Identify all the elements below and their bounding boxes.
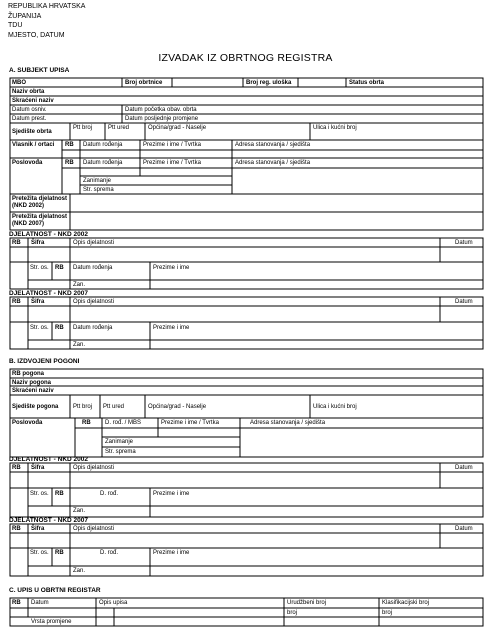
- djelatnost-a-2007-heading: DJELATNOST - NKD 2007: [9, 290, 88, 297]
- section-a-heading: A. SUBJEKT UPISA: [9, 67, 70, 74]
- section-b-heading: B. IZDVOJENI POGONI: [9, 358, 80, 365]
- label-broj-obrtnice: Broj obrtnice: [125, 80, 163, 86]
- label-mbo: MBO: [12, 80, 26, 86]
- label-opcina: Općina/grad - Naselje: [148, 125, 207, 131]
- label-sjediste-obrta: Sjedište obrta: [12, 129, 52, 135]
- label-datum-pocetka: Datum početka obav. obrta: [125, 107, 197, 113]
- header-mjesto-datum: MJESTO, DATUM: [8, 31, 65, 39]
- label-c-vrsta-promjene: Vrsta promjene: [31, 619, 72, 625]
- djelatnost-b-2007-heading: DJELATNOST - NKD 2007: [9, 517, 88, 524]
- label-b-adresa: Adresa stanovanja / sjedišta: [250, 420, 326, 426]
- label-broj-reg-uloska: Broj reg. uloška: [246, 80, 292, 86]
- label-da02-prezime: Prezime i ime: [153, 265, 190, 271]
- header-tdu: TDU: [8, 22, 23, 30]
- label-status-obrta: Status obrta: [349, 80, 385, 86]
- label-poslovoda-adresa: Adresa stanovanja / sjedišta: [235, 160, 311, 166]
- label-c-broj-urudzbeni: broj: [287, 610, 298, 616]
- label-db07-rb2: RB: [55, 550, 64, 556]
- label-b-str-sprema: Str. sprema: [105, 449, 136, 455]
- label-str-sprema: Str. sprema: [83, 187, 114, 193]
- label-da02-zan: Zan.: [73, 282, 86, 288]
- djelatnost-b-2002-heading: DJELATNOST - NKD 2002: [9, 456, 88, 463]
- label-b-d-rod-mbs: D. rođ. / MBS: [105, 420, 142, 426]
- label-db02-str-os: Str. os.: [30, 491, 49, 497]
- label-c-klasifikacijski: Klasifikacijski broj: [382, 600, 430, 606]
- label-da07-rb: RB: [12, 299, 21, 305]
- label-db02-sifra: Šifra: [31, 465, 45, 471]
- label-da02-sifra: Šifra: [31, 240, 45, 246]
- label-db02-rb2: RB: [55, 491, 64, 497]
- label-da02-rb: RB: [12, 240, 21, 246]
- label-db07-str-os: Str. os.: [30, 550, 49, 556]
- label-poslovoda-prezime: Prezime i ime / Tvrtka: [143, 160, 201, 166]
- label-b-ulica: Ulica i kućni broj: [313, 404, 357, 410]
- label-db07-rb: RB: [12, 526, 21, 532]
- label-naziv-pogona: Naziv pogona: [12, 380, 52, 386]
- label-poslovoda: Poslovođa: [12, 160, 43, 166]
- label-da02-opis: Opis djelatnosti: [73, 240, 115, 246]
- label-datum-osniv: Datum osniv.: [12, 107, 47, 113]
- label-db07-sifra: Šifra: [31, 526, 45, 532]
- label-b-opcina: Općina/grad - Naselje: [148, 404, 207, 410]
- label-vlasnik-prezime: Prezime i ime / Tvrtka: [143, 142, 201, 148]
- label-db02-prezime: Prezime i ime: [153, 491, 190, 497]
- label-rb-pogona: RB pogona: [12, 371, 44, 377]
- label-b-poslovoda: Poslovođa: [12, 420, 43, 426]
- label-da02-datum-rodenja: Datum rođenja: [73, 265, 113, 271]
- label-db02-d-rod: D. rođ.: [100, 491, 119, 497]
- label-db02-datum: Datum: [455, 465, 473, 471]
- label-da07-opis: Opis djelatnosti: [73, 299, 115, 305]
- label-b-ptt-broj: Ptt broj: [73, 404, 93, 410]
- label-c-urudzbeni: Urudžbeni broj: [287, 600, 327, 606]
- label-db02-rb: RB: [12, 465, 21, 471]
- label-poslovoda-rb: RB: [65, 160, 74, 166]
- label-da07-sifra: Šifra: [31, 299, 45, 305]
- label-db02-zan: Zan.: [73, 508, 86, 514]
- header-republika: REPUBLIKA HRVATSKA: [8, 3, 86, 10]
- label-da07-str-os: Str. os.: [30, 325, 49, 331]
- label-c-rb: RB: [12, 600, 21, 606]
- label-da07-datum-rodenja: Datum rođenja: [73, 325, 113, 331]
- label-ulica: Ulica i kućni broj: [313, 125, 357, 131]
- label-ptt-broj: Ptt broj: [73, 125, 93, 131]
- label-db02-opis: Opis djelatnosti: [73, 465, 115, 471]
- label-pretezita-2002: Pretežita djelatnost (NKD 2002): [12, 196, 68, 209]
- label-vlasnik-datum-rodenja: Datum rođenja: [83, 142, 123, 148]
- label-datum-prest: Datum prest.: [12, 116, 47, 122]
- label-vlasnik-rb: RB: [65, 142, 74, 148]
- label-naziv-obrta: Naziv obrta: [12, 89, 45, 95]
- label-b-zanimanje: Zanimanje: [105, 439, 134, 445]
- label-c-broj-klasifikacijski: broj: [382, 610, 393, 616]
- label-db07-zan: Zan.: [73, 568, 86, 574]
- label-da02-datum: Datum: [455, 240, 473, 246]
- label-da02-rb2: RB: [55, 265, 64, 271]
- label-db07-prezime: Prezime i ime: [153, 550, 190, 556]
- label-poslovoda-datum-rodenja: Datum rođenja: [83, 160, 123, 166]
- label-db07-datum: Datum: [455, 526, 473, 532]
- label-c-opis-upisa: Opis upisa: [99, 600, 128, 606]
- label-db07-d-rod: D. rođ.: [100, 550, 119, 556]
- label-b-skraceni-naziv: Skraćeni naziv: [12, 388, 54, 394]
- label-da02-str-os: Str. os.: [30, 265, 49, 271]
- djelatnost-a-2002-heading: DJELATNOST - NKD 2002: [9, 231, 88, 238]
- document-title: IZVADAK IZ OBRTNOG REGISTRA: [158, 52, 333, 64]
- label-b-prezime: Prezime i ime / Tvrtka: [161, 420, 219, 426]
- section-c-heading: C. UPIS U OBRTNI REGISTAR: [9, 587, 101, 594]
- label-da07-rb2: RB: [55, 325, 64, 331]
- label-da07-datum: Datum: [455, 299, 473, 305]
- label-pretezita-2007: Pretežita djelatnost (NKD 2007): [12, 214, 68, 227]
- label-db07-opis: Opis djelatnosti: [73, 526, 115, 532]
- label-c-datum: Datum: [31, 600, 49, 606]
- label-b-ptt-ured: Ptt ured: [103, 404, 125, 410]
- label-zanimanje: Zanimanje: [83, 178, 112, 184]
- label-sjediste-pogona: Sjedište pogona: [12, 404, 59, 410]
- label-ptt-ured: Ptt ured: [108, 125, 130, 131]
- label-vlasnik-ortaci: Vlasnik / ortaci: [12, 142, 55, 148]
- label-datum-posljednje: Datum posljednje promjene: [125, 116, 199, 122]
- label-da07-zan: Zan.: [73, 342, 86, 348]
- label-da07-prezime: Prezime i ime: [153, 325, 190, 331]
- label-skraceni-naziv: Skraćeni naziv: [12, 98, 54, 104]
- header-zupanija: ŽUPANIJA: [8, 12, 42, 20]
- label-b-rb: RB: [82, 420, 91, 426]
- label-vlasnik-adresa: Adresa stanovanja / sjedišta: [235, 142, 311, 148]
